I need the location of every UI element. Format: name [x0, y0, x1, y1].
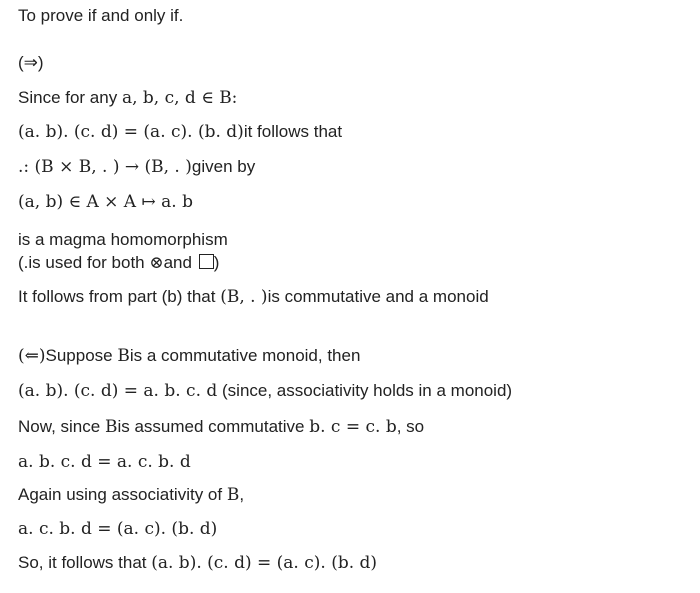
reverse-arrow-label: (⇐) [18, 346, 46, 366]
line-operator-note [18, 251, 219, 275]
math-reorder: a. b. c. d = a. c. b. d [18, 452, 191, 472]
associativity-text: (since, associativity holds in a monoid) [217, 381, 513, 400]
magma-text: is a magma homomorphism [18, 230, 228, 249]
line-magma-homomorphism [18, 228, 228, 252]
forward-arrow-label: (⇒) [18, 53, 44, 72]
math-regroup: a. c. b. d = (a. c). (b. d) [18, 519, 218, 539]
again-text: Again using associativity of [18, 485, 227, 504]
math-conclusion: (a. b). (c. d) = (a. c). (b. d) [151, 553, 378, 573]
math-structure: (B, . ) [220, 287, 268, 307]
part-b-text-2: is commutative and a monoid [267, 287, 489, 306]
math-b-2: B [104, 417, 118, 437]
line-part-b [18, 285, 489, 309]
assumed-text: is assumed commutative [117, 417, 310, 436]
math-mapping: (a, b) ∈ A × A ↦ a. b [18, 192, 193, 212]
given-by-text: given by [191, 157, 256, 176]
square-box-icon [199, 254, 214, 269]
math-b: B [117, 346, 130, 366]
so-text: , so [396, 417, 425, 436]
commutative-monoid-text: is a commutative monoid, then [129, 346, 361, 365]
line-conclusion [18, 551, 377, 575]
line-map-given-by [18, 155, 255, 179]
follows-text: it follows that [243, 122, 343, 141]
math-map: .: (B × B, . ) → (B, . ) [18, 157, 192, 177]
line-commutative [18, 415, 424, 439]
line-mapping-rule [18, 190, 193, 214]
now-since-text: Now, since [18, 417, 105, 436]
math-equation: (a. b). (c. d) = (a. c). (b. d) [18, 122, 244, 142]
since-text: Since for any [18, 88, 122, 107]
note-text-2: and [163, 253, 197, 272]
line-regroup [18, 517, 217, 541]
line-reorder [18, 450, 191, 474]
line-associativity [18, 379, 512, 403]
line-again-associativity [18, 483, 244, 507]
line-since-for-any [18, 86, 237, 110]
note-text-3: ) [213, 253, 220, 272]
math-variables: a, b, c, d ∈ B: [121, 88, 238, 108]
suppose-text: Suppose [45, 346, 118, 365]
title-text: To prove if and only if. [18, 6, 184, 25]
part-b-text-1: It follows from part (b) that [18, 287, 221, 306]
proof-title [18, 4, 183, 28]
comma-text: , [239, 485, 245, 504]
line-reverse-direction [18, 344, 360, 368]
conclusion-text: So, it follows that [18, 553, 152, 572]
math-associativity: (a. b). (c. d) = a. b. c. d [18, 381, 218, 401]
math-b-3: B [226, 485, 240, 505]
forward-direction-marker [18, 51, 44, 75]
note-text-1: (.is used for both [18, 253, 150, 272]
line-equation-follows [18, 120, 342, 144]
otimes-symbol: ⊗ [149, 253, 164, 273]
math-commute: b. c = c. b [309, 417, 397, 437]
